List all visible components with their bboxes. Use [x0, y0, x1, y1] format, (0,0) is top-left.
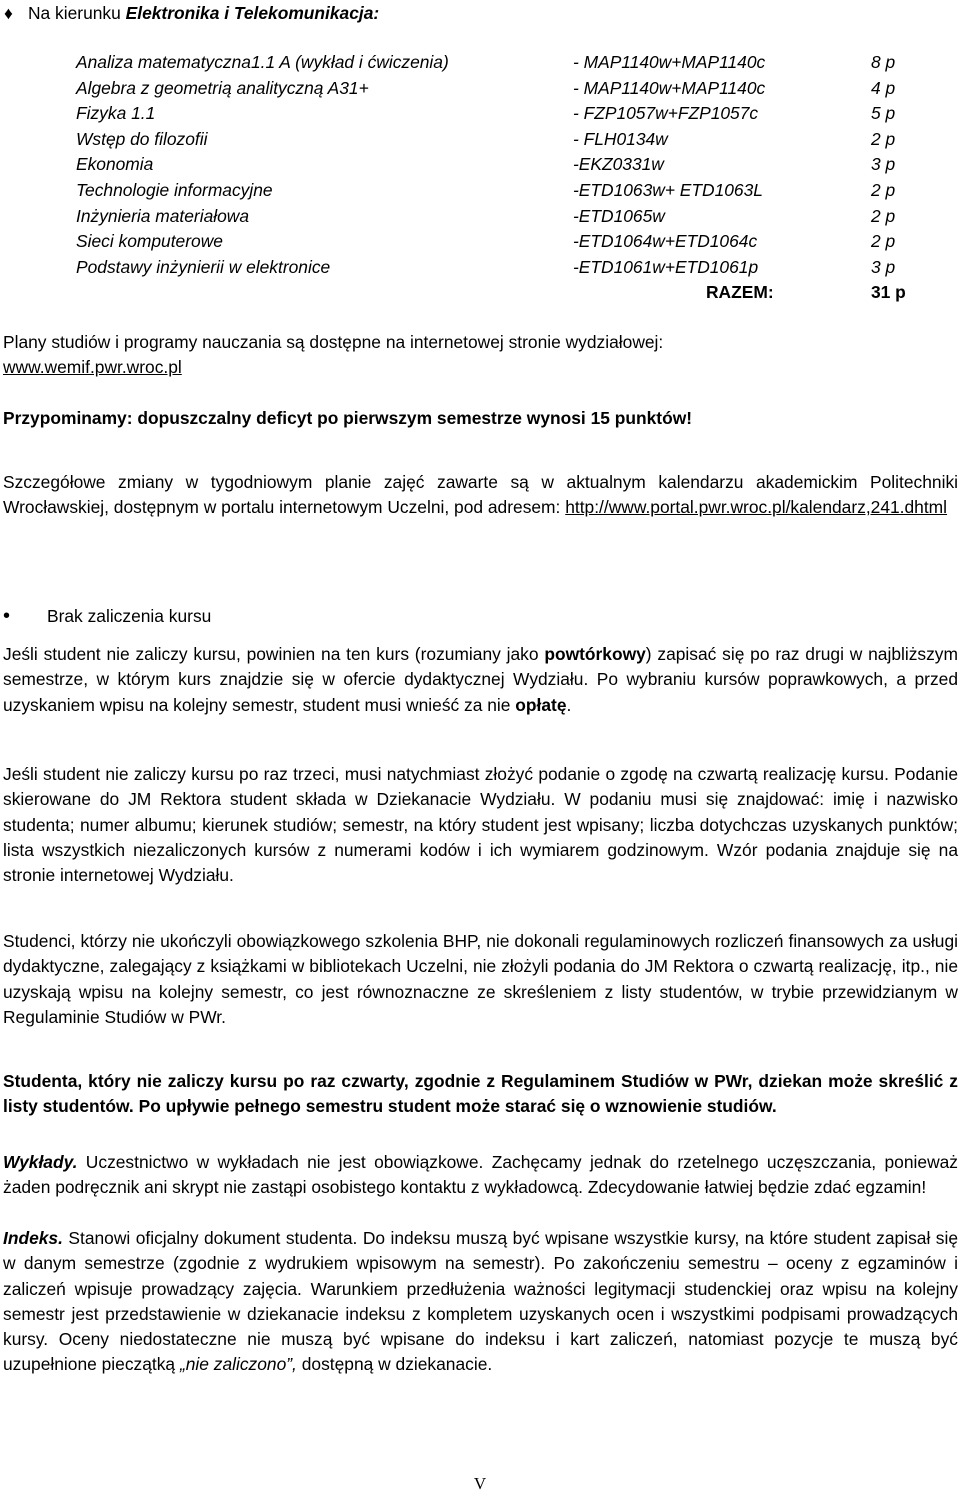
course-points: 8 p — [871, 52, 896, 72]
course-points: 2 p — [871, 179, 896, 200]
course-name: Wstęp do filozofii — [76, 128, 208, 149]
p1-text-a: Jeśli student nie zaliczy kursu, powinien na ten kurs (rozumiany jako — [3, 644, 545, 664]
heading-prefix: Na kierunku — [28, 3, 126, 23]
p3-text: Studenci, którzy nie ukończyli obowiązkowego szkolenia BHP, nie dokonali regulaminowych rozliczeń finansowych za usługi dydaktyczne, zalegający z książkami w bibliotekach Uczelni, nie złożyli podania do JM Rektora o czwartą realizację, itp., nie uzyskają wpisu na kolejny semestr, co jest równoznaczne ze skreśleniem z listy studentów, w trybie przewidzianym w Regulaminie Studiów w PWr. — [3, 931, 958, 1027]
course-code: - FLH0134w — [573, 128, 668, 149]
course-row — [76, 229, 916, 255]
course-row — [76, 127, 916, 153]
faculty-website-link[interactable]: www.wemif.pwr.wroc.pl — [3, 357, 182, 378]
paragraph-lectures — [3, 1150, 958, 1201]
course-points: 2 p — [871, 231, 896, 252]
course-name: Inżynieria materiałowa — [76, 205, 250, 226]
course-name: Sieci komputerowe — [76, 231, 223, 252]
course-row — [76, 255, 916, 281]
course-code: -ETD1065w — [573, 205, 665, 226]
p1-text-c: ) zapisać się po raz drugi w najbliższym semestrze, w którym kurs znajdzie się w ofercie dydaktycznej Wydziału. Po wybraniu kursów poprawkowych, a przed uzyskaniem wpisu na kolejny semestr, student musi wnieść za nie — [3, 644, 958, 715]
course-name: Analiza matematyczna1.1 A (wykład i ćwiczenia) — [76, 52, 449, 72]
course-code: -EKZ0331w — [573, 154, 664, 175]
paragraph-repeat-course — [3, 642, 958, 718]
course-code: -ETD1061w+ETD1061p — [573, 256, 759, 277]
paragraph-index — [3, 1226, 958, 1378]
total-label: RAZEM: — [706, 282, 774, 303]
course-name: Algebra z geometrią analityczną A31+ — [76, 77, 369, 98]
index-label: Indeks. — [3, 1228, 63, 1248]
total-points: 31 p — [871, 282, 906, 303]
index-text: Stanowi oficjalny dokument studenta. Do indeksu muszą być wpisane wszystkie kursy, na które student zapisał się w danym semestrze (zgodnie z wydrukiem wpisowym na semestr). Po zakończeniu semestru – oceny z egzaminów i zaliczeń wpisuje prowadzący zajęcia. Warunkiem przedłużenia ważności legitymacji studenckiej oraz wpisu na kolejny semestr jest przedstawienie w dziekanacie indeksu z kompletem uzyskanych ocen i wszystkimi podpisami prowadzących kursy. Oceny niedostateczne nie muszą być wpisane do indeksu i kart zaliczeń, natomiast pozycje te muszą być uzupełnione pieczątką — [3, 1228, 958, 1375]
schedule-text: Szczegółowe zmiany w tygodniowym planie zajęć zawarte są w aktualnym kalendarzu akademickim Politechniki Wrocławskiej, dostępnym w portalu internetowym Uczelni, pod adresem: — [3, 472, 958, 518]
p2-text: Jeśli student nie zaliczy kursu po raz trzeci, musi natychmiast złożyć podanie o zgodę na czwartą realizację kursu. Podanie skierowane do JM Rektora student składa w Dziekanacie Wydziału. W podaniu musi się znajdować: imię i nazwisko studenta; numer albumu; kierunek studiów; semestr, na który student jest wpisany; liczba dotychczas uzyskanych punktów; lista wszystkich niezaliczonych kursów z numerami kodów i ich wymiarem godzinowym. Wzór podania znajduje się na stronie internetowej Wydziału. — [3, 764, 958, 886]
course-row — [76, 101, 916, 127]
course-name: Fizyka 1.1 — [76, 103, 156, 124]
course-code: - MAP1140w+MAP1140c — [573, 77, 766, 98]
course-list — [76, 50, 916, 306]
p4-text: Studenta, który nie zaliczy kursu po raz czwarty, zgodnie z Regulaminem Studiów w PWr, dziekan może skreślić z listy studentów. Po upływie pełnego semestru student może starać się o wznowienie studiów. — [3, 1071, 958, 1117]
field-of-study: Elektronika i Telekomunikacja — [125, 3, 374, 23]
deficit-reminder — [3, 406, 958, 431]
bullet-icon: • — [3, 605, 11, 627]
schedule-paragraph — [3, 470, 958, 521]
index-stamp-text: „nie zaliczono”, — [179, 1354, 297, 1375]
paragraph-bhp — [3, 929, 958, 1030]
course-code: - MAP1140w+MAP1140c — [573, 52, 766, 72]
paragraph-fourth-attempt — [3, 762, 958, 888]
course-code: -ETD1064w+ETD1064c — [573, 231, 758, 252]
total-row — [76, 280, 916, 306]
course-name: Technologie informacyjne — [76, 179, 273, 200]
calendar-link[interactable]: http://www.portal.pwr.wroc.pl/kalendarz,241.dhtml — [565, 497, 948, 518]
course-row — [76, 50, 916, 76]
course-row — [76, 76, 916, 102]
study-plans-note — [3, 330, 958, 381]
course-points: 4 p — [871, 77, 896, 98]
deficit-reminder-text: Przypominamy: dopuszczalny deficyt po pierwszym semestrze wynosi 15 punktów! — [3, 408, 693, 428]
course-row — [76, 152, 916, 178]
course-points: 3 p — [871, 256, 896, 277]
course-row — [76, 204, 916, 230]
course-code: -ETD1063w+ ETD1063L — [573, 179, 763, 200]
course-name: Ekonomia — [76, 154, 154, 175]
heading-suffix: : — [373, 3, 380, 23]
p1-bold-fee: opłatę — [515, 694, 567, 715]
course-points: 2 p — [871, 205, 896, 226]
section-heading — [3, 603, 211, 629]
course-code: - FZP1057w+FZP1057c — [573, 103, 759, 124]
paragraph-removal — [3, 1069, 958, 1120]
course-points: 5 p — [871, 103, 896, 124]
p1-text-e: . — [566, 694, 572, 715]
index-text-end: dostępną w dziekanacie. — [296, 1354, 493, 1375]
lectures-text: Uczestnictwo w wykładach nie jest obowiązkowe. Zachęcamy jednak do rzetelnego uczęszczania, ponieważ żaden podręcznik ani skrypt nie zastąpi osobistego kontaktu z wykładowcą. Zdecydowanie łatwiej będzie zdać egzamin! — [3, 1152, 958, 1198]
course-row — [76, 178, 916, 204]
faculty-heading — [4, 2, 379, 24]
lectures-label: Wykłady. — [3, 1152, 78, 1172]
diamond-bullet-icon: ♦ — [4, 3, 13, 23]
course-points: 2 p — [871, 128, 896, 149]
page-number: V — [473, 1474, 487, 1493]
p1-bold-repeat: powtórkowy — [544, 644, 646, 664]
course-name: Podstawy inżynierii w elektronice — [76, 256, 331, 277]
study-plans-text: Plany studiów i programy nauczania są dostępne na internetowej stronie wydziałowej: — [3, 332, 664, 352]
course-points: 3 p — [871, 154, 896, 175]
section-title: Brak zaliczenia kursu — [47, 606, 212, 626]
